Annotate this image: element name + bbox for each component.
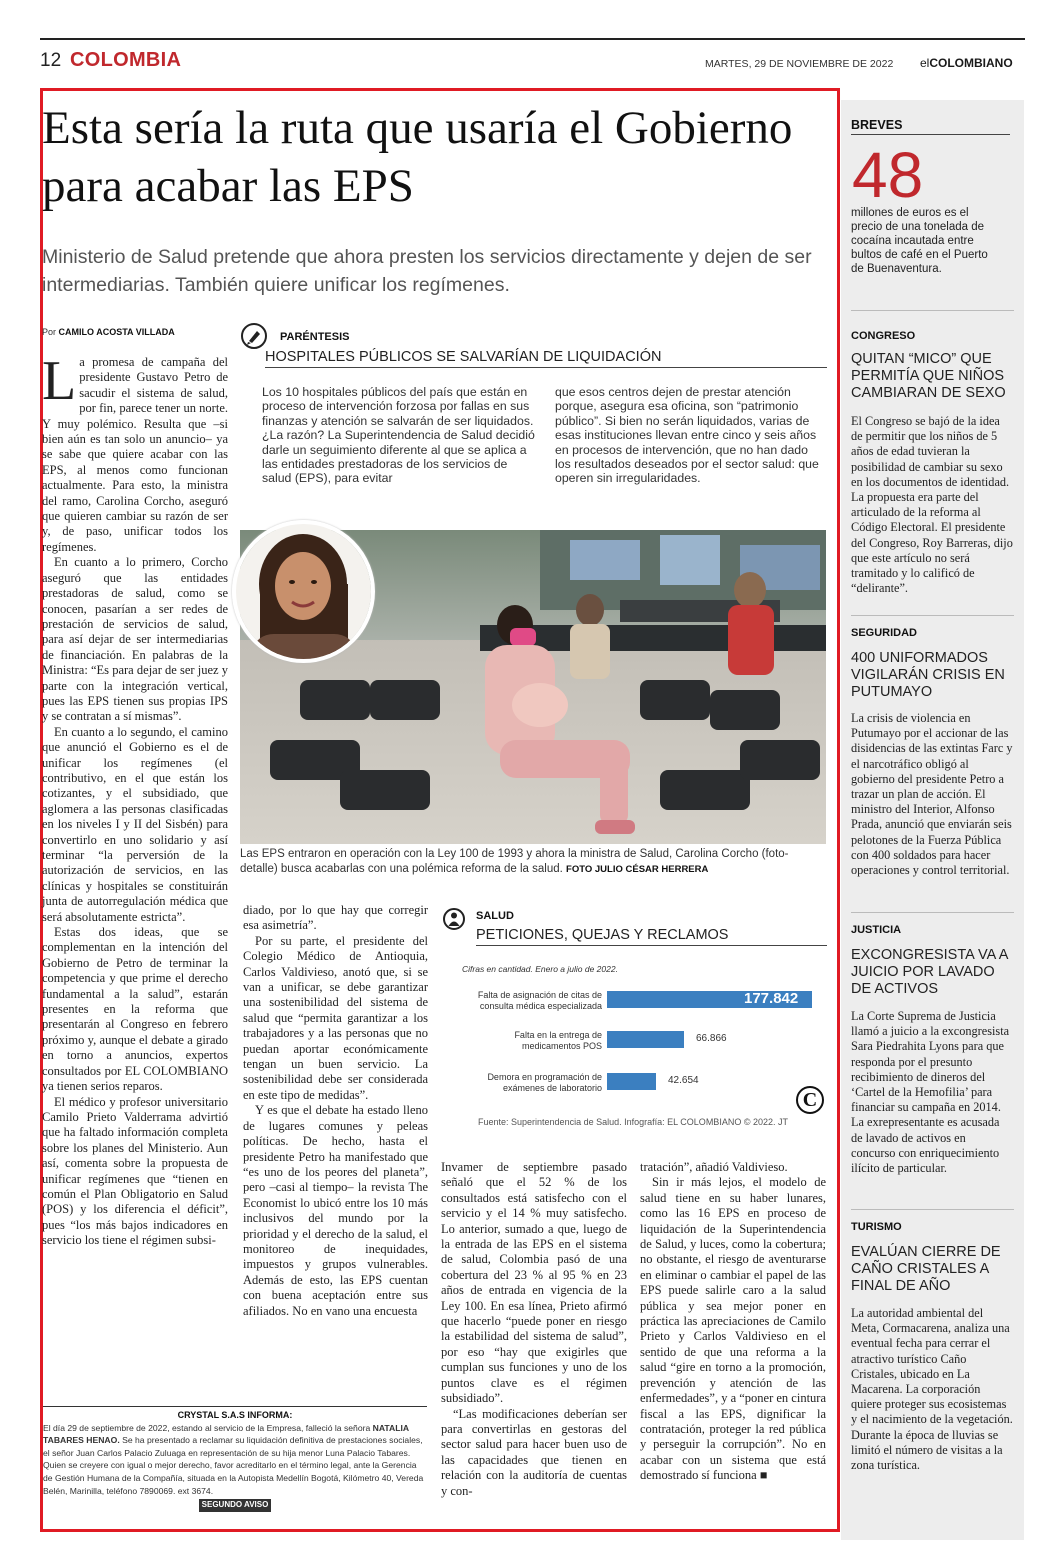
- parentesis-title: HOSPITALES PÚBLICOS SE SALVARÍAN DE LIQUIDACIÓN: [265, 349, 827, 368]
- chart-value-label: 42.654: [668, 1075, 699, 1086]
- brief-text: El Congreso se bajó de la idea de permitir que los niños de 5 años de edad tuvieran la posibilidad de cambiar su sexo en los documentos de identidad. La propuesta era parte del articulado de la reforma al Código Electoral. El presidente del Congreso, Roy Barreras, dijo que este artículo no será tramitado y lo calificó de “delirante”.: [851, 414, 1013, 596]
- article-column-2: [243, 903, 428, 1319]
- chart-category-label: [462, 1072, 602, 1094]
- chart-category-line: Falta de asignación de citas de: [477, 990, 602, 1000]
- brief-title: QUITAN “MICO” QUE PERMITÍA QUE NIÑOS CAMBIARAN DE SEXO: [851, 351, 1006, 401]
- chart-category-line: consulta médica especializada: [479, 1001, 602, 1011]
- issue-date: MARTES, 29 DE NOVIEMBRE DE 2022: [705, 58, 894, 70]
- pen-icon: [241, 323, 267, 349]
- brief-kicker: SEGURIDAD: [851, 627, 918, 639]
- chart-bar: [607, 1073, 656, 1090]
- brief-title: EXCONGRESISTA VA A JUICIO POR LAVADO DE ACTIVOS: [851, 947, 1008, 997]
- parentesis-text-right: que esos centros dejen de prestar atención porque, asegura esa oficina, son “patrimonio público”. Si bien no serán liquidados, varias de esas instituciones llevan entre cinco y seis años en procesos de intervención, que no han dado los resultados deseados por el sector salud: que operen sin irregularidades.: [555, 385, 819, 486]
- divider: [851, 310, 1014, 311]
- chart-category-line: Falta en la entrega de: [514, 1030, 602, 1040]
- paragraph: En cuanto a lo segundo, el camino que anunció el Gobierno es el de unificar los regímenes (el contributivo, en el que están los cotizantes, y el subsidiado, que aglomera a las personas clasificadas en los niveles I y II del Sisbén) para convertirlo en uno solidario y así terminar “la perversión de la autorización de servicios, en las clínicas y hospitales se constituirán junta de autorregulación médica que será absolutamente estricta”.: [42, 724, 228, 924]
- paragraph: Por su parte, el presidente del Colegio Médico de Antioquia, Carlos Valdivieso, anotó que, si se van a unificar, se debe garantizar una sostenibilidad del sistema de salud que “permita garantizar a los trabajadores y a las personas que no puedan aportar económicamente tengan un buen servicio. La sostenibilidad debe ser considerada en este tipo de medidas”.: [243, 933, 428, 1102]
- section-name: COLOMBIA: [70, 49, 182, 71]
- paragraph: diado, por lo que hay que corregir esa asimetría”.: [243, 903, 428, 933]
- article-subhead: Ministerio de Salud pretende que ahora presten los servicios directamente y dejen de ser intermediarias. También quiere unificar los regímenes.: [42, 246, 812, 296]
- brief-text: La autoridad ambiental del Meta, Cormacarena, analiza una eventual fecha para cerrar el atractivo turístico Caño Cristales, ubicado en La Macarena. La corporación quiere proteger sus ecosistemas y el nacimiento de la vegetación. Durante la época de lluvias se limitó el número de visitas a la zona turística.: [851, 1306, 1013, 1473]
- brief-title: EVALÚAN CIERRE DE CAÑO CRISTALES A FINAL DE AÑO: [851, 1244, 1001, 1294]
- paragraph: En cuanto a lo primero, Corcho aseguró que las entidades prestadoras de salud, como se conocen, pasarían a ser redes de prestación de servicios de salud, para así dejar de ser intermediarias de financiación. En palabras de la Ministra: “Es para dejar de ser juez y parte con la integración vertical, pues las EPS tienen sus propias IPS y se contratan a sí mismas”.: [42, 555, 228, 724]
- chart-source: Fuente: Superintendencia de Salud. Infografía: EL COLOMBIANO © 2022. JT: [478, 1117, 788, 1127]
- chart-category-line: exámenes de laboratorio: [502, 1083, 602, 1093]
- breves-label: BREVES: [851, 118, 1010, 135]
- brand-name: COLOMBIANO: [929, 56, 1013, 70]
- byline-prefix: Por: [42, 327, 57, 337]
- byline: [42, 327, 175, 337]
- article-column-3: [441, 1160, 627, 1499]
- paragraph: Invamer de septiembre pasado señaló que el 52 % de los consultados está satisfecho con el servicio y el 14 % muy satisfecho. Lo anterior, sumado a que, luego de la entrada de las EPS en el sistema de salud, Colombia pasó de una cobertura del 23 % al 95 % en 23 años de entrada en vigencia de la Ley 100. En esa línea, Prieto afirmó que hacerlo “puede poner en riesgo la estabilidad del sistema de salud”, por eso “hay que exigirles que cumplan sus funciones y uno de los puntos clave es el régimen subsidiado”.: [441, 1160, 627, 1406]
- brief-text: La crisis de violencia en Putumayo por el accionar de las disidencias de las extintas Farc y el narcotráfico obligó al gobierno del presidente Petro a trazar un plan de acción. El ministro del Interior, Alfonso Prada, anunció que enviarán seis pelotones de la Fuerza Pública con 400 soldados para hacer operaciones y control territorial.: [851, 711, 1013, 878]
- newspaper-brand: [920, 56, 1013, 70]
- chart-category-label: [462, 990, 602, 1012]
- brand-prefix: el: [920, 56, 930, 70]
- minister-portrait: [232, 520, 375, 663]
- paragraph: “Las modificaciones deberían ser para convertirlas en gestoras del sector salud para hacer buen uso de las capacidades que tienen en relación con la auditoría de cuentas y con-: [441, 1406, 627, 1498]
- elcolombiano-logo-icon: C: [796, 1086, 824, 1114]
- chart-note: Cifras en cantidad. Enero a julio de 2022.: [462, 964, 618, 974]
- divider: [851, 912, 1014, 913]
- paragraph: Estas dos ideas, que se complementan en la intención del Gobierno de Petro de terminar la competencia y que prime el derecho fundamental a la salud”, estarán presentes en la reforma que presentarán al Congreso en febrero próximo y, aunque el debate a girado en torno a anuncios, expertos consultados por EL COLOMBIANO ya tienen serios reparos.: [42, 925, 228, 1094]
- divider: [851, 1209, 1014, 1210]
- notice-footer: SEGUNDO AVISO: [199, 1499, 271, 1512]
- paragraph: La promesa de campaña del presidente Gustavo Petro de sacudir el sistema de salud, por fin, parece tener un norte. Y muy polémico. Resulta que –si bien aún es tan solo un anuncio– ya se sabe que quiere acabar con las EPS, al menos como funcionan actualmente. Para esto, la ministra del ramo, Carolina Corcho, aseguró que quieren cambiar su razón de ser y, de paso, unificar todos los regímenes.: [42, 350, 228, 554]
- article-column-1: [42, 350, 228, 1249]
- brief-kicker: TURISMO: [851, 1221, 902, 1233]
- page-number: 12: [40, 50, 62, 71]
- person-icon: [443, 908, 465, 930]
- chart-category-line: medicamentos POS: [521, 1041, 602, 1051]
- article-headline: Esta sería la ruta que usaría el Gobierno para acabar las EPS: [42, 102, 793, 212]
- notice-body: El día 29 de septiembre de 2022, estando al servicio de la Empresa, falleció la señora NATALIA TABARES HENAO. Se ha presentado a reclamar su liquidación definitiva de prestaciones sociales, el señor Juan Carlos Palacio Zuluaga en representación de su hija menor Luna Palacio Tabares. Quien se creyere con igual o mejor derecho, favor acreditarlo en el término legal, ante la Gerencia de Gestión Humana de la Compañía, situada en la Autopista Medellín Bogotá, Kilómetro 40, Vereda Belén, Marinilla, teléfono 7890069. ext 3674.: [43, 1422, 424, 1496]
- chart-value-label: 177.842: [744, 990, 799, 1007]
- salud-title: PETICIONES, QUEJAS Y RECLAMOS: [476, 927, 827, 946]
- paragraph: Y es que el debate ha estado lleno de lugares comunes y peleas políticas. De hecho, hasta el presidente Petro ha manifestado que “es uno de los peores del planeta”, pero –casi al tiempo– la revista The Economist lo ubicó entre los 10 más inclusivos del mundo por la prioridad y el derecho de la salud, el monitoreo de inequidades, impuestos y grupos vulnerables. Además de esto, las EPS cuentan con buena aceptación entre sus afiliados. No en vano una encuesta: [243, 1103, 428, 1318]
- top-rule: [40, 38, 1025, 40]
- chart-bar: [607, 1031, 684, 1048]
- chart-category-label: [462, 1030, 602, 1052]
- notice-title: CRYSTAL S.A.S INFORMA:: [177, 1410, 293, 1420]
- brief-kicker: JUSTICIA: [851, 924, 902, 936]
- divider: [851, 615, 1014, 616]
- brief-title: 400 UNIFORMADOS VIGILARÁN CRISIS EN PUTUMAYO: [851, 650, 1005, 700]
- legal-notice: [43, 1406, 427, 1512]
- chart-value-label: 66.866: [696, 1033, 727, 1044]
- chart-category-line: Demora en programación de: [487, 1072, 602, 1082]
- breves-big-number: 48: [852, 139, 924, 211]
- photo-caption: Las EPS entraron en operación con la Ley 100 de 1993 y ahora la ministra de Salud, Carolina Corcho (foto-detalle) busca acabarlas con una polémica reforma de la salud. FOTO JULIO CÉSAR HERRERA: [240, 848, 789, 875]
- parentesis-label: PARÉNTESIS: [280, 331, 350, 343]
- salud-label: SALUD: [476, 910, 514, 922]
- drop-cap: L: [42, 350, 77, 412]
- byline-author: CAMILO ACOSTA VILLADA: [58, 327, 175, 337]
- parentesis-text-left: Los 10 hospitales públicos del país que están en proceso de intervención forzosa por fallas en sus finanzas y atención se salvarán de ser liquidados. ¿La razón? La Superintendencia de Salud decidió darle un seguimiento diferente al que se aplica a las entidades prestadoras de los servicios de salud (EPS), para evitar: [262, 385, 535, 486]
- article-column-4: [640, 1160, 826, 1484]
- brief-text: La Corte Suprema de Justicia llamó a juicio a la excongresista Sara Piedrahita Lyons para que responda por el presunto recibimiento de dineros del ‘Cartel de la Hemofilia’ para financiar su campaña en 2014. La exrepresentante es acusada de lavado de activos en concurso con enriquecimiento ilícito de particular.: [851, 1009, 1010, 1176]
- paragraph: Sin ir más lejos, el modelo de salud tiene en su haber lunares, como las 16 EPS en proceso de liquidación de la Superintendencia de Salud, y luces, como la cobertura; no obstante, el riesgo de aventurarse en eliminar o cambiar el papel de las EPS puede salirle caro a la salud pública y sea mejor poner en práctica las apreciaciones de Camilo Prieto y Carlos Valdivieso en el sentido de que una reforma a la salud “gire en torno a la promoción, prevención y atención de las enfermedades”, y a “poner en cintura fiscal a las EPS, dignificar la contratación, proteger la red pública y perseguir la corrupción”. No en acabar con un sistema que está demostrado sí funciona ■: [640, 1175, 827, 1483]
- breves-big-text: millones de euros es el precio de una tonelada de cocaína incautada entre bultos de café en el Puerto de Buenaventura.: [851, 207, 988, 275]
- photo-credit: FOTO JULIO CÉSAR HERRERA: [566, 863, 709, 875]
- paragraph: tratación”, añadió Valdivieso.: [640, 1160, 788, 1174]
- brief-kicker: CONGRESO: [851, 330, 916, 342]
- paragraph: El médico y profesor universitario Camilo Prieto Valderrama advirtió que ha faltado información completa sobre los planes del Ministerio. Aun así, comenta sobre la propuesta de unificar regímenes que “tienen en común el Plan Obligatorio en Salud (POS) y los diferencia el déficit”, pues “los más bajos indicadores en servicio los tiene el régimen subsi-: [42, 1094, 228, 1248]
